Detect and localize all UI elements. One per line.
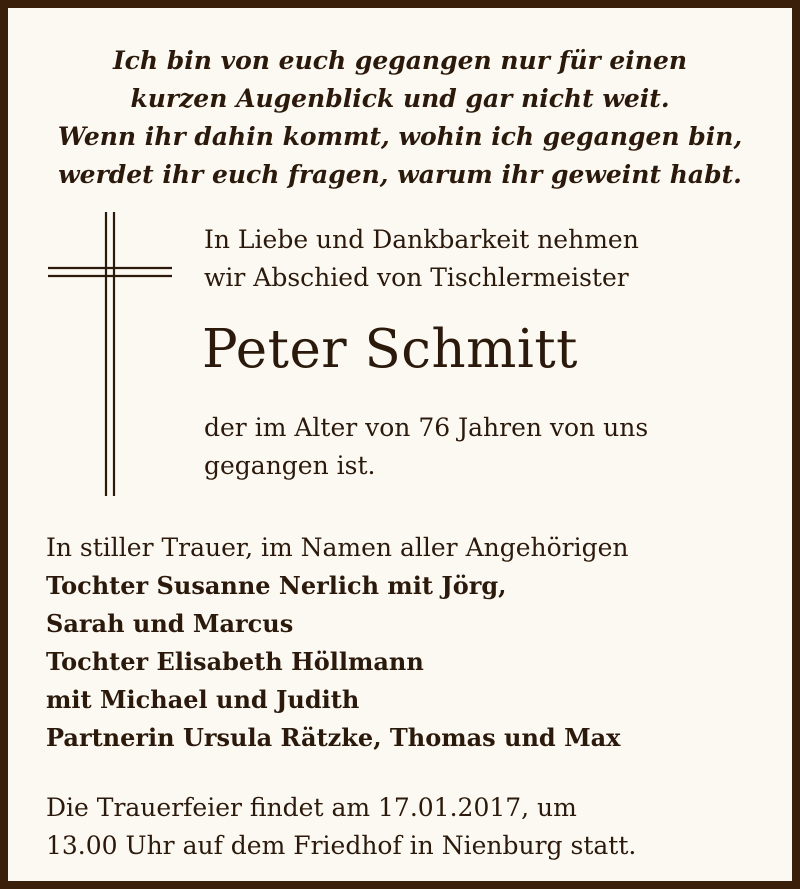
deceased-name: Peter Schmitt xyxy=(202,319,578,380)
family-line: Sarah und Marcus xyxy=(46,609,294,638)
verse-line: werdet ihr euch fragen, warum ihr geweint habt. xyxy=(58,160,742,189)
mourners-block xyxy=(46,529,629,757)
age-line: der im Alter von 76 Jahren von uns xyxy=(204,413,649,442)
family-line: Partnerin Ursula Rätzke, Thomas und Max xyxy=(46,723,621,752)
intro-line: In Liebe und Dankbarkeit nehmen xyxy=(204,225,639,254)
mourners-heading: In stiller Trauer, im Namen aller Angehörigen xyxy=(46,533,629,562)
cross-icon xyxy=(48,212,172,496)
obituary-notice xyxy=(8,8,792,881)
family-line: mit Michael und Judith xyxy=(46,685,360,714)
funeral-line: 13.00 Uhr auf dem Friedhof in Nienburg statt. xyxy=(46,831,637,860)
family-line: Tochter Elisabeth Höllmann xyxy=(46,647,424,676)
intro-line: wir Abschied von Tischlermeister xyxy=(204,263,629,292)
age-line: gegangen ist. xyxy=(204,451,376,480)
age-text xyxy=(204,409,648,485)
funeral-line: Die Trauerfeier findet am 17.01.2017, um xyxy=(46,793,577,822)
verse-line: kurzen Augenblick und gar nicht weit. xyxy=(130,84,670,113)
funeral-info xyxy=(46,789,636,865)
verse-line: Wenn ihr dahin kommt, wohin ich gegangen bin, xyxy=(57,122,743,151)
family-line: Tochter Susanne Nerlich mit Jörg, xyxy=(46,571,507,600)
intro-text xyxy=(204,221,639,297)
verse-line: Ich bin von euch gegangen nur für einen xyxy=(112,46,688,75)
verse xyxy=(8,42,792,194)
